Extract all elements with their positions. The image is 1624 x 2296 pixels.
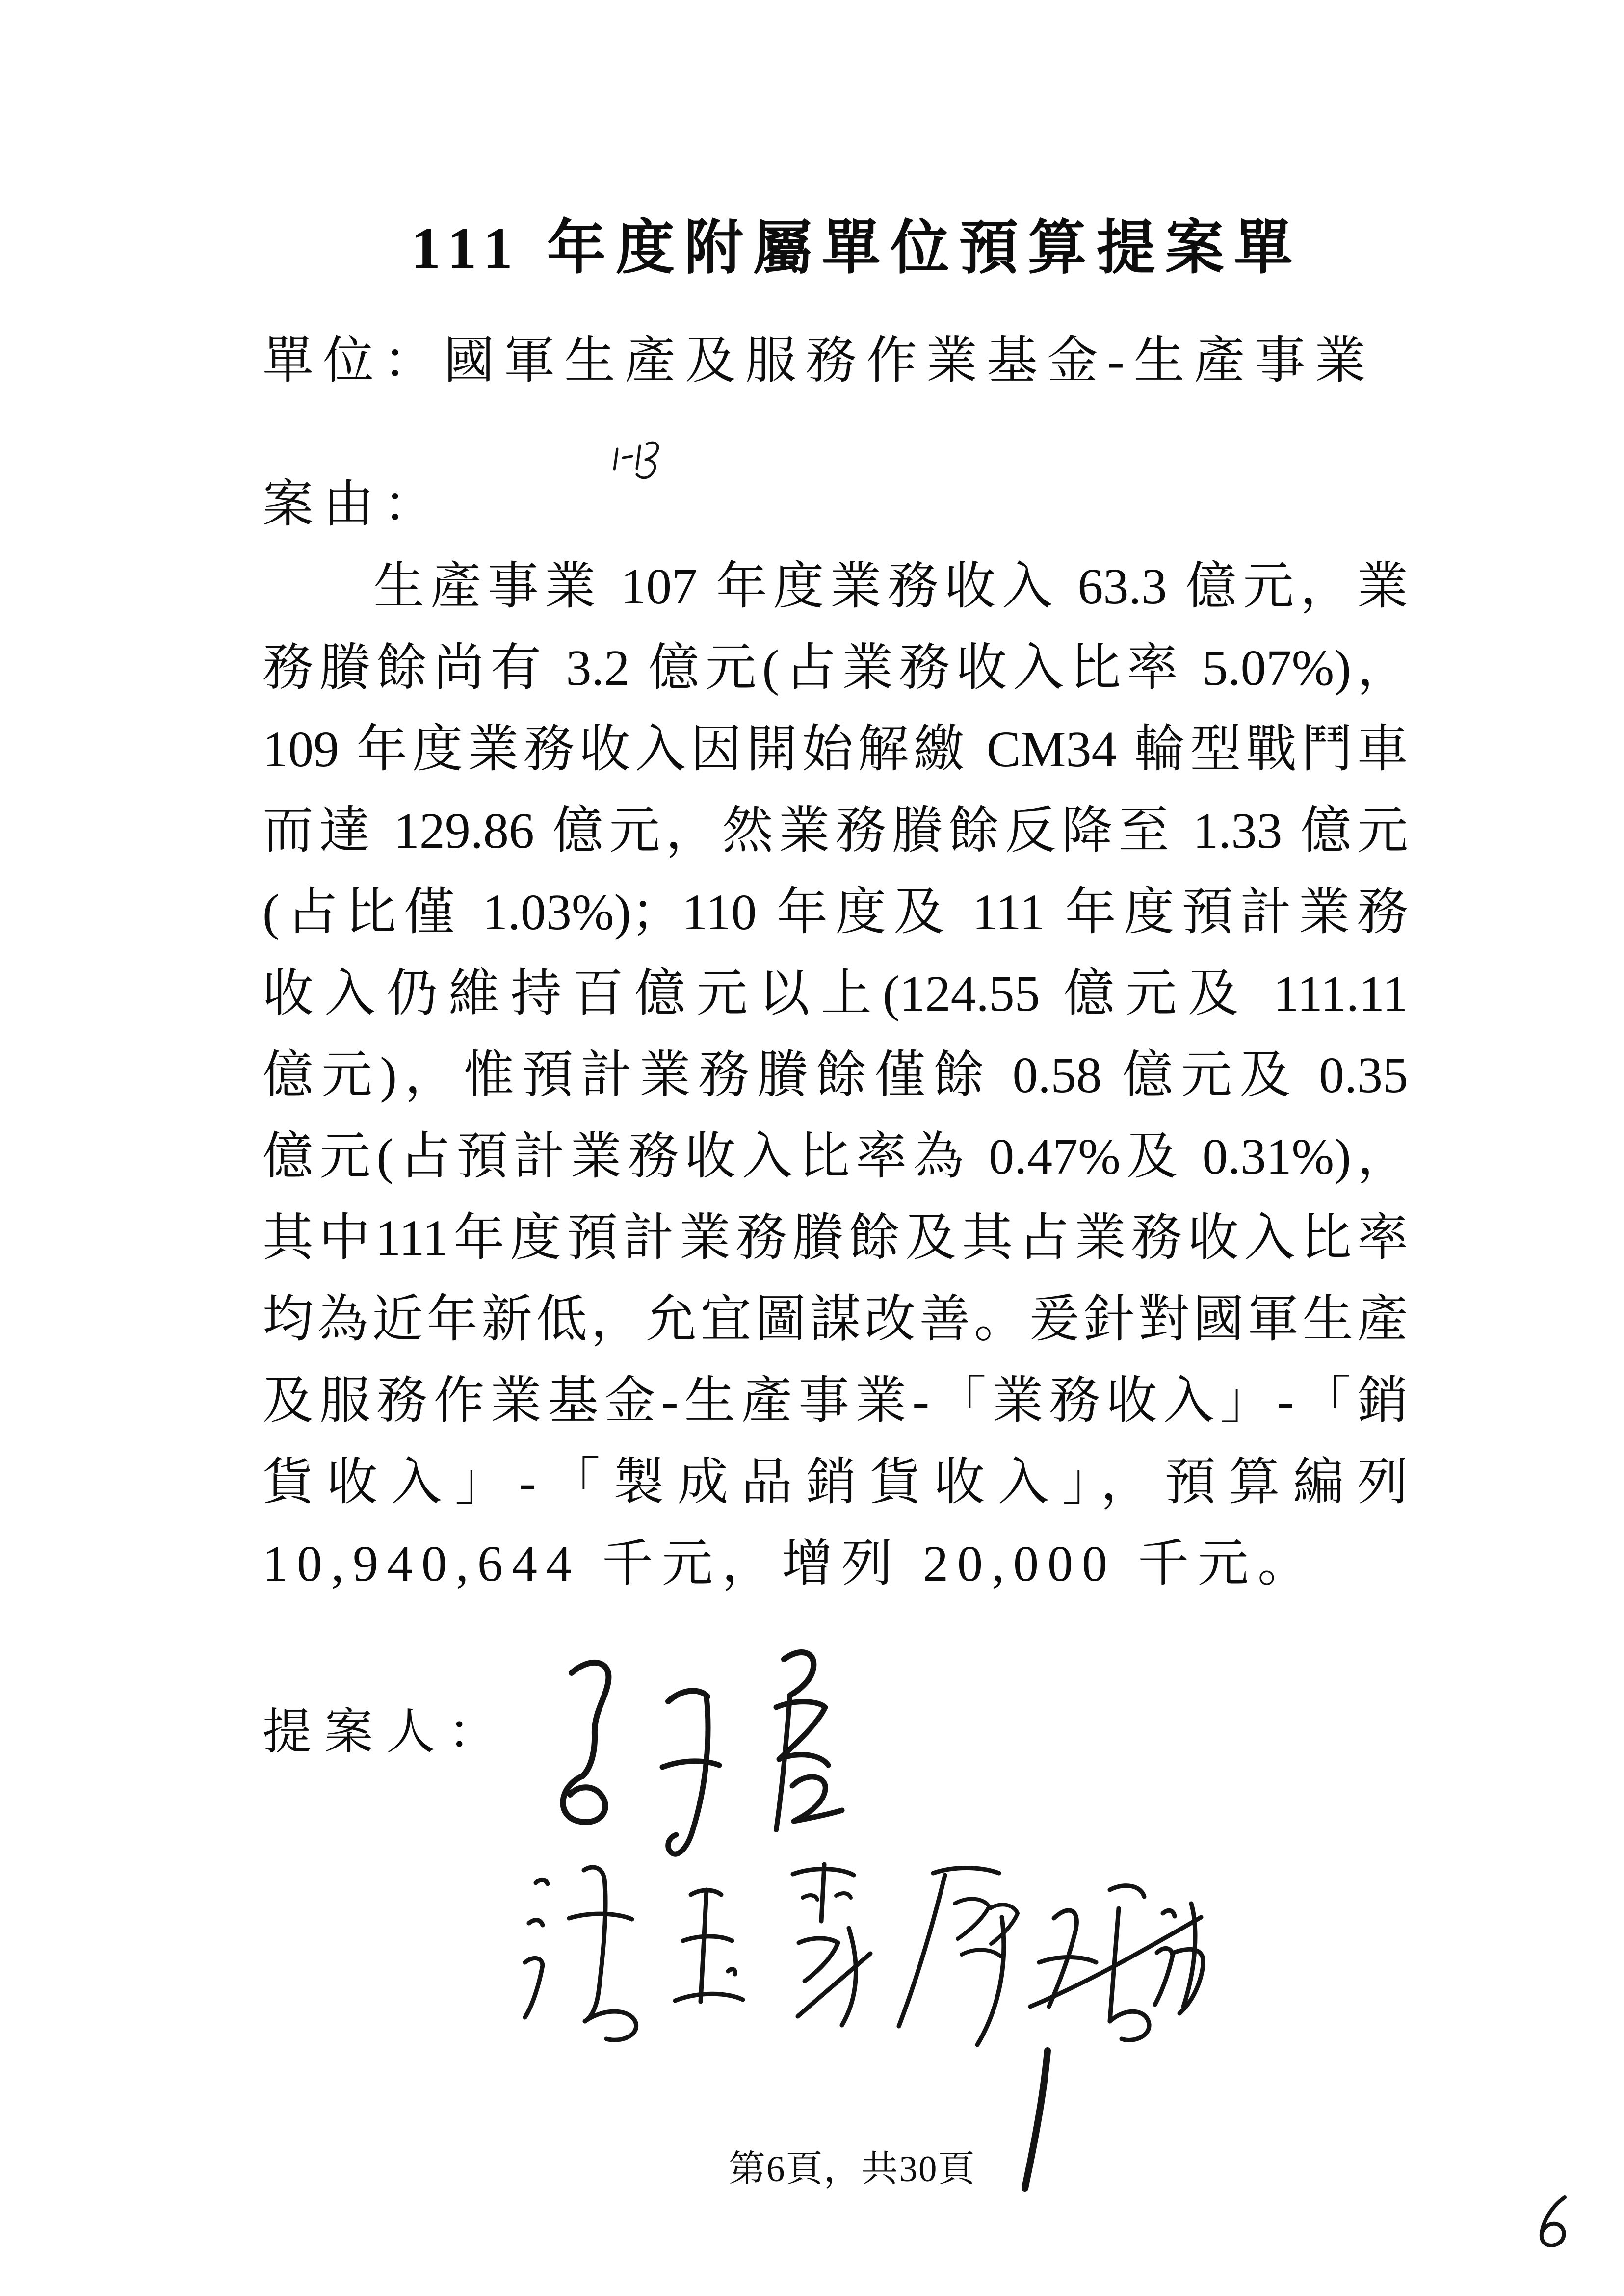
body-text-line: 109 年度業務收入因開始解繳 CM34 輪型戰鬥車 (262, 721, 1408, 778)
body-text-line: 億元)，惟預計業務賸餘僅餘 0.58 億元及 0.35 (262, 1047, 1408, 1103)
body-text-line: 10,940,644 千元，增列 20,000 千元。 (262, 1536, 1318, 1592)
page-footer: 第6頁，共30頁 (729, 2149, 976, 2190)
signature-proposer-2-and-3 (510, 1845, 1207, 2051)
body-text-line: 貨收入」-「製成品銷貨收入」，預算編列 (262, 1454, 1408, 1511)
page-title: 111 年度附屬單位預算提案單 (411, 215, 1303, 281)
handwritten-corner-page-number (1533, 2191, 1580, 2252)
body-text-line: 及服務作業基金-生產事業-「業務收入」-「銷 (262, 1373, 1408, 1429)
unit-line: 單位：國軍生產及服務作業基金-生產事業 (262, 333, 1375, 389)
handwritten-slash-mark (1013, 2043, 1057, 2195)
body-text-line: 而達 129.86 億元，然業務賸餘反降至 1.33 億元 (262, 803, 1408, 859)
body-text-line: 均為近年新低，允宜圖謀改善。爰針對國軍生產 (262, 1291, 1408, 1348)
case-description-body (262, 546, 1408, 1605)
body-text-line: (占比僅 1.03%)；110 年度及 111 年度預計業務 (262, 884, 1408, 940)
body-text-line: 收入仍維持百億元以上(124.55 億元及 111.11 (262, 965, 1408, 1022)
body-text-line: 務賸餘尚有 3.2 億元(占業務收入比率 5.07%)， (262, 640, 1408, 696)
subject-label: 案由： (262, 476, 444, 533)
body-text-line: 生產事業 107 年度業務收入 63.3 億元，業 (373, 558, 1408, 615)
handwritten-annotation-1-13 (609, 438, 676, 485)
proposer-label: 提案人： (262, 1705, 510, 1759)
body-text-line: 其中111年度預計業務賸餘及其占業務收入比率 (262, 1210, 1408, 1266)
body-text-line: 億元(占預計業務收入比率為 0.47%及 0.31%)， (262, 1128, 1408, 1185)
